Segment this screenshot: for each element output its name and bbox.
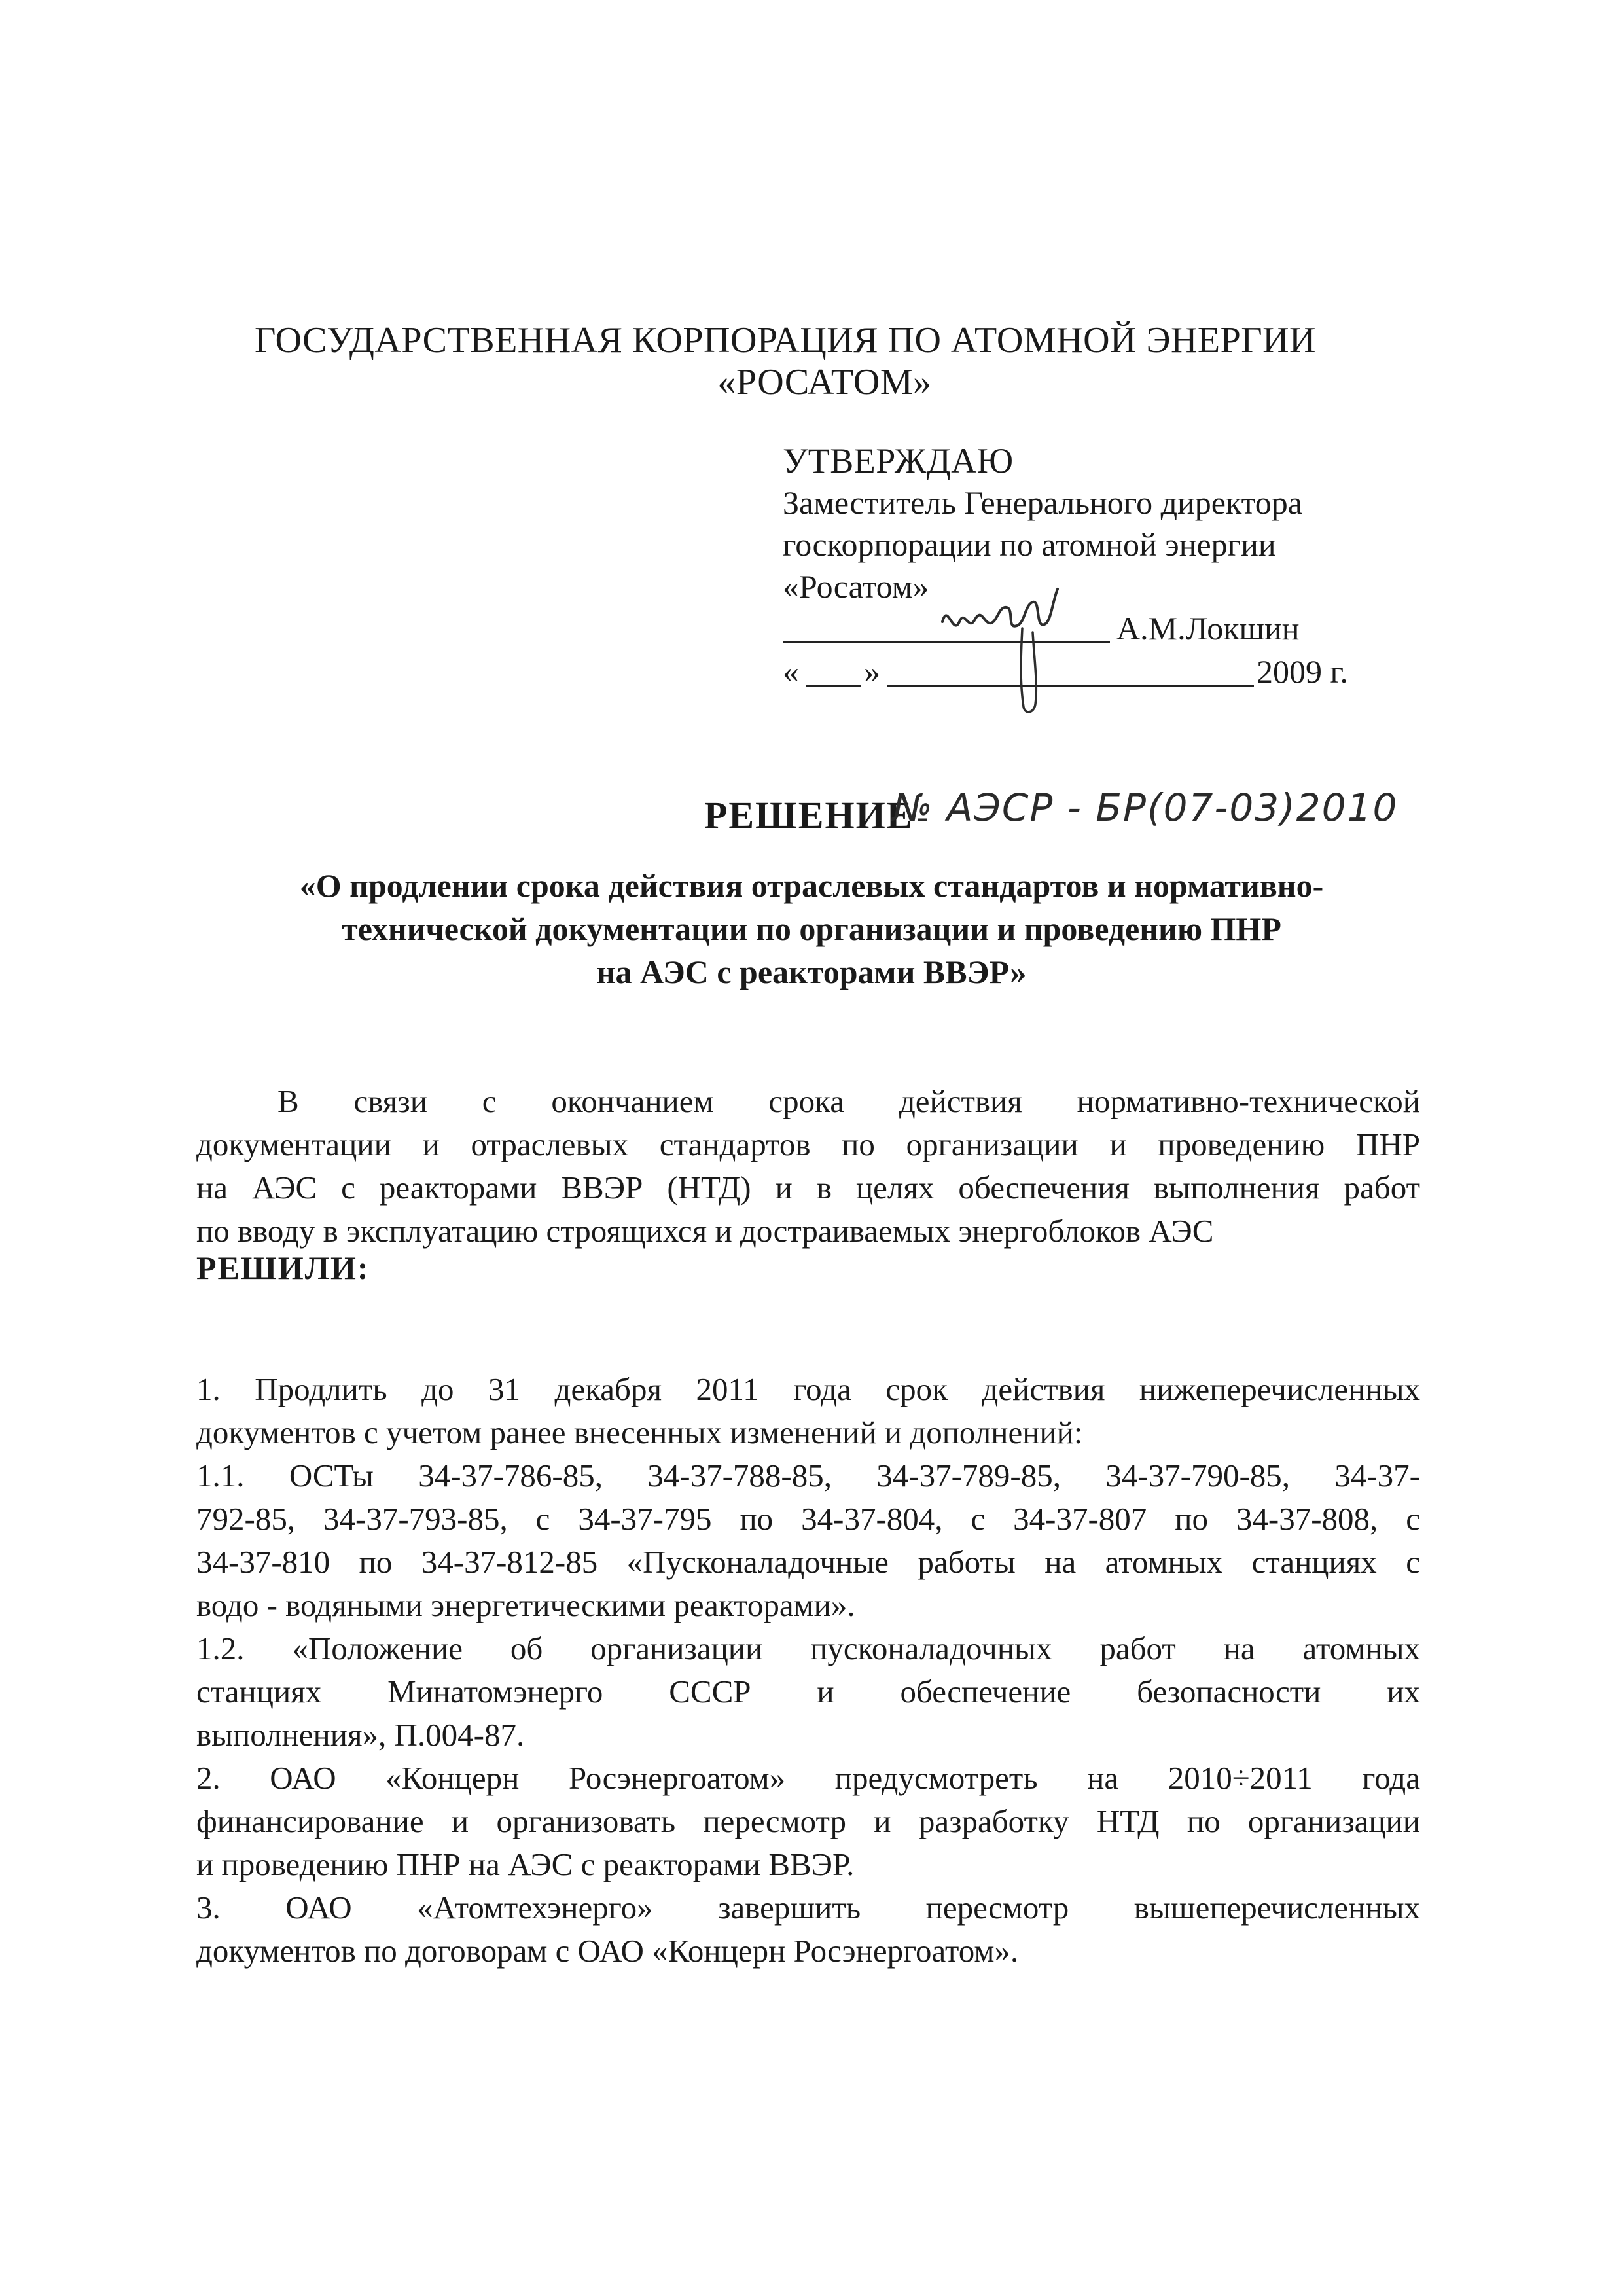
date-open-quote: « xyxy=(783,653,799,690)
subject-line: «О продлении срока действия отраслевых стандартов и нормативно- xyxy=(299,867,1324,904)
approver-position-line1: Заместитель Генерального директора xyxy=(783,484,1302,521)
approval-block xyxy=(783,440,1437,607)
item-1-2-line: станциях Минатомэнерго СССР и обеспечение безопасности их xyxy=(196,1674,1420,1710)
item-3-line: 3. ОАО «Атомтехэнерго» завершить пересмотр вышеперечисленных xyxy=(196,1890,1420,1926)
subject-line: технической документации по организации и проведению ПНР xyxy=(342,910,1281,947)
item-1-1-line: 792-85, 34-37-793-85, с 34-37-795 по 34-37-804, с 34-37-807 по 34-37-808, с xyxy=(196,1501,1420,1537)
preamble-line: на АЭС с реакторами ВВЭР (НТД) и в целях обеспечения выполнения работ xyxy=(196,1170,1420,1206)
decision-number-handwritten: № АЭСР - БР(07-03)2010 xyxy=(893,785,1399,830)
subject-line: на АЭС с реакторами ВВЭР» xyxy=(596,954,1027,990)
date-close-quote: » xyxy=(864,653,880,690)
item-1-1-line: водо - водяными энергетическими реакторами». xyxy=(196,1587,855,1623)
signature-row xyxy=(783,607,1385,649)
item-1-line: 1. Продлить до 31 декабря 2011 года срок действия нижеперечисленных xyxy=(196,1371,1420,1407)
item-1-1-line: 34-37-810 по 34-37-812-85 «Пусконаладочные работы на атомных станциях с xyxy=(196,1544,1420,1580)
item-2-line: 2. ОАО «Концерн Росэнергоатом» предусмотреть на 2010÷2011 года xyxy=(196,1760,1420,1796)
handwritten-signature xyxy=(929,576,1073,720)
preamble-line: В связи с окончанием срока действия нормативно-технической xyxy=(277,1083,1420,1119)
decision-subject xyxy=(196,864,1427,994)
approver-position-line2: госкорпорации по атомной энергии xyxy=(783,526,1276,563)
organization-short-name: «РОСАТОМ» xyxy=(717,362,932,403)
item-1-2-line: выполнения», П.004-87. xyxy=(196,1717,525,1753)
organization-name: ГОСУДАРСТВЕННАЯ КОРПОРАЦИЯ ПО АТОМНОЙ ЭНЕРГИИ xyxy=(255,320,1316,361)
preamble-line: по вводу в эксплуатацию строящихся и достраиваемых энергоблоков АЭС xyxy=(196,1213,1214,1249)
approval-title: УТВЕРЖДАЮ xyxy=(783,441,1014,480)
item-3-line: документов по договорам с ОАО «Концерн Росэнергоатом». xyxy=(196,1933,1019,1969)
preamble-paragraph xyxy=(196,1080,1420,1253)
decision-title: РЕШЕНИЕ xyxy=(704,794,914,836)
resolved-heading: РЕШИЛИ: xyxy=(196,1249,370,1286)
approval-year: 2009 г. xyxy=(1257,653,1348,690)
item-1-line: документов с учетом ранее внесенных изменений и дополнений: xyxy=(196,1414,1083,1450)
preamble-line: документации и отраслевых стандартов по организации и проведению ПНР xyxy=(196,1126,1420,1162)
resolution-items xyxy=(196,1368,1420,1973)
approver-position-line3: «Росатом» xyxy=(783,568,929,605)
item-1-1-line: 1.1. ОСТы 34-37-786-85, 34-37-788-85, 34-37-789-85, 34-37-790-85, 34-37- xyxy=(196,1458,1420,1494)
approval-date-row xyxy=(783,651,1385,692)
day-blank xyxy=(806,685,861,687)
item-2-line: и проведению ПНР на АЭС с реакторами ВВЭР. xyxy=(196,1846,855,1882)
item-2-line: финансирование и организовать пересмотр и разработку НТД по организации xyxy=(196,1803,1420,1839)
signer-name: А.М.Локшин xyxy=(1116,610,1300,647)
item-1-2-line: 1.2. «Положение об организации пусконаладочных работ на атомных xyxy=(196,1630,1420,1666)
